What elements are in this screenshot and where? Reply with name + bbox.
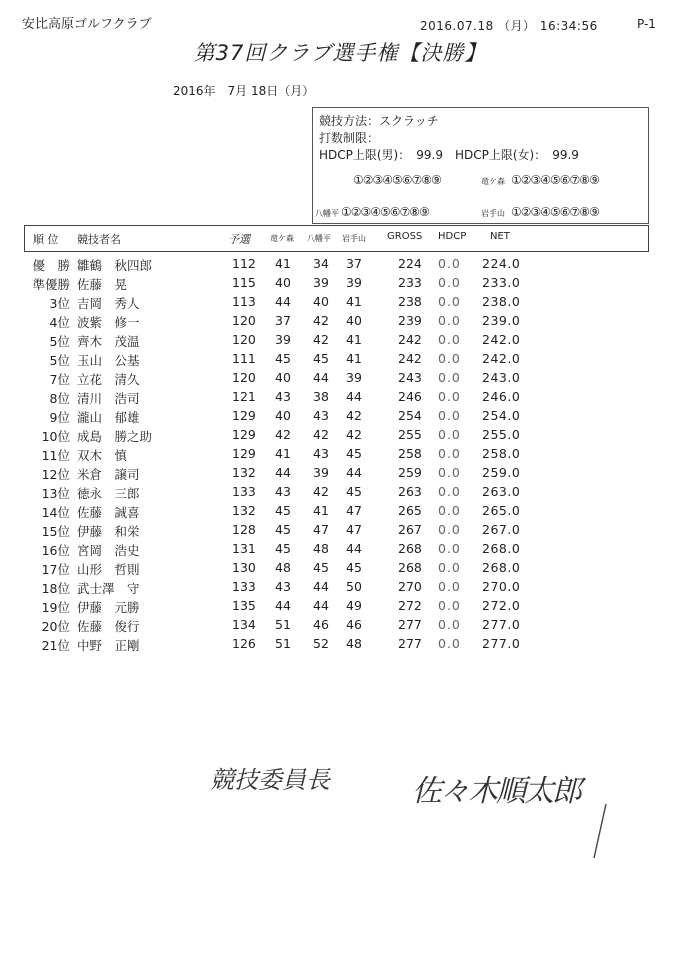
cell-name: 清川 浩司 (77, 391, 140, 406)
cell-gross: 258 (398, 446, 422, 461)
cell-hdcp: 0.0 (438, 351, 461, 366)
cell-c1: 39 (275, 332, 291, 347)
cell-c3: 39 (346, 275, 362, 290)
competition-method: 競技方法：スクラッチ (319, 114, 439, 128)
cell-gross: 259 (398, 465, 422, 480)
cell-q: 134 (232, 617, 256, 632)
table-row (0, 598, 680, 617)
cell-net: 268.0 (482, 541, 521, 556)
cell-c2: 42 (313, 313, 329, 328)
cell-c1: 40 (275, 275, 291, 290)
cell-rank: 13位 (41, 486, 70, 501)
cell-c2: 44 (313, 579, 329, 594)
cell-c2: 42 (313, 332, 329, 347)
cell-c1: 41 (275, 446, 291, 461)
cell-name: 吉岡 秀人 (77, 296, 140, 311)
cell-c2: 47 (313, 522, 329, 537)
cell-c3: 42 (346, 427, 362, 442)
cell-q: 132 (232, 503, 256, 518)
cell-gross: 239 (398, 313, 422, 328)
cell-name: 成島 勝之助 (77, 429, 153, 444)
signature-area (200, 752, 650, 862)
cell-c3: 44 (346, 389, 362, 404)
cell-hdcp: 0.0 (438, 332, 461, 347)
header-course1: 竜ケ森 (270, 234, 294, 243)
cell-name: 米倉 譲司 (77, 467, 140, 482)
cell-name: 玉山 公基 (77, 353, 140, 368)
cell-gross: 263 (398, 484, 422, 499)
course-b-holes: ①②③④⑤⑥⑦⑧⑨ (341, 205, 429, 219)
page-number: P-1 (637, 17, 656, 31)
cell-c2: 48 (313, 541, 329, 556)
cell-rank: 19位 (41, 600, 70, 615)
cell-gross: 243 (398, 370, 422, 385)
cell-c3: 41 (346, 332, 362, 347)
cell-c2: 42 (313, 427, 329, 442)
cell-c2: 40 (313, 294, 329, 309)
cell-c1: 40 (275, 408, 291, 423)
header-course2: 八幡平 (307, 234, 331, 243)
cell-c3: 47 (346, 522, 362, 537)
cell-q: 113 (232, 294, 256, 309)
table-row (0, 275, 680, 294)
cell-c2: 43 (313, 446, 329, 461)
table-row (0, 522, 680, 541)
signature-stroke (588, 802, 618, 862)
cell-name: 波紫 修一 (77, 315, 140, 330)
header-gross: GROSS (387, 231, 423, 242)
table-row (0, 446, 680, 465)
cell-hdcp: 0.0 (438, 313, 461, 328)
cell-c1: 42 (275, 427, 291, 442)
cell-name: 佐藤 晃 (77, 277, 128, 292)
cell-q: 120 (232, 313, 256, 328)
cell-hdcp: 0.0 (438, 370, 461, 385)
cell-rank: 9位 (49, 410, 70, 425)
cell-net: 265.0 (482, 503, 521, 518)
cell-name: 瀧山 郁雄 (77, 410, 140, 425)
cell-net: 243.0 (482, 370, 521, 385)
cell-name: 宮岡 浩史 (77, 543, 140, 558)
competition-info-box (312, 107, 649, 224)
cell-q: 112 (232, 256, 256, 271)
cell-name: 佐藤 俊行 (77, 619, 140, 634)
cell-c2: 42 (313, 484, 329, 499)
stroke-limit: 打数制限： (319, 131, 380, 145)
table-row (0, 503, 680, 522)
cell-q: 120 (232, 332, 256, 347)
cell-c2: 52 (313, 636, 329, 651)
cell-name: 徳永 三郎 (77, 486, 140, 501)
cell-c1: 43 (275, 389, 291, 404)
cell-name: 伊藤 元勝 (77, 600, 140, 615)
cell-rank: 11位 (41, 448, 70, 463)
course-c-holes: ①②③④⑤⑥⑦⑧⑨ (511, 205, 599, 219)
cell-name: 佐藤 誠喜 (77, 505, 140, 520)
cell-c1: 44 (275, 598, 291, 613)
cell-c2: 39 (313, 465, 329, 480)
cell-c1: 45 (275, 541, 291, 556)
cell-hdcp: 0.0 (438, 503, 461, 518)
cell-gross: 268 (398, 560, 422, 575)
table-row (0, 332, 680, 351)
cell-q: 130 (232, 560, 256, 575)
table-row (0, 427, 680, 446)
cell-net: 263.0 (482, 484, 521, 499)
cell-c3: 49 (346, 598, 362, 613)
cell-gross: 272 (398, 598, 422, 613)
cell-c1: 45 (275, 503, 291, 518)
handwritten-signature: 佐々木順太郎 (412, 774, 580, 809)
cell-c1: 51 (275, 617, 291, 632)
cell-net: 258.0 (482, 446, 521, 461)
cell-name: 山形 哲則 (77, 562, 140, 577)
cell-q: 121 (232, 389, 256, 404)
cell-net: 277.0 (482, 617, 521, 632)
cell-c2: 45 (313, 351, 329, 366)
cell-q: 129 (232, 408, 256, 423)
cell-hdcp: 0.0 (438, 484, 461, 499)
table-row (0, 313, 680, 332)
cell-hdcp: 0.0 (438, 541, 461, 556)
cell-rank: 5位 (49, 334, 70, 349)
cell-gross: 255 (398, 427, 422, 442)
cell-net: 238.0 (482, 294, 521, 309)
event-date: 2016年 7月 18日（月） (173, 84, 315, 98)
cell-c3: 47 (346, 503, 362, 518)
table-row (0, 370, 680, 389)
cell-c1: 40 (275, 370, 291, 385)
cell-gross: 268 (398, 541, 422, 556)
cell-c3: 41 (346, 294, 362, 309)
cell-hdcp: 0.0 (438, 275, 461, 290)
cell-q: 126 (232, 636, 256, 651)
cell-c3: 39 (346, 370, 362, 385)
cell-name: 双木 慎 (77, 448, 128, 463)
cell-hdcp: 0.0 (438, 598, 461, 613)
table-row (0, 484, 680, 503)
cell-c1: 41 (275, 256, 291, 271)
cell-net: 242.0 (482, 332, 521, 347)
cell-net: 255.0 (482, 427, 521, 442)
committee-chair-title: 競技委員長 (210, 766, 330, 794)
hdcp-limit: HDCP上限(男)： 99.9 HDCP上限(女)： 99.9 (319, 148, 579, 162)
course-c-label: 岩手山 (481, 209, 505, 218)
cell-net: 246.0 (482, 389, 521, 404)
cell-gross: 238 (398, 294, 422, 309)
cell-net: 254.0 (482, 408, 521, 423)
cell-rank: 16位 (41, 543, 70, 558)
table-row (0, 579, 680, 598)
cell-name: 雛鶴 秋四郎 (77, 258, 153, 273)
cell-c1: 37 (275, 313, 291, 328)
cell-gross: 267 (398, 522, 422, 537)
cell-rank: 8位 (49, 391, 70, 406)
cell-rank: 21位 (41, 638, 70, 653)
header-qualifying: 予選 (228, 233, 250, 246)
page-title: 第37回クラブ選手権【決勝】 (193, 41, 487, 65)
cell-rank: 優 勝 (32, 258, 70, 273)
cell-q: 128 (232, 522, 256, 537)
cell-c3: 50 (346, 579, 362, 594)
cell-q: 120 (232, 370, 256, 385)
table-header (24, 225, 649, 252)
table-row (0, 408, 680, 427)
cell-net: 259.0 (482, 465, 521, 480)
cell-gross: 277 (398, 617, 422, 632)
cell-c3: 40 (346, 313, 362, 328)
cell-net: 224.0 (482, 256, 521, 271)
table-row (0, 294, 680, 313)
cell-c1: 44 (275, 294, 291, 309)
cell-c2: 34 (313, 256, 329, 271)
cell-rank: 15位 (41, 524, 70, 539)
cell-c1: 48 (275, 560, 291, 575)
cell-rank: 4位 (49, 315, 70, 330)
cell-hdcp: 0.0 (438, 522, 461, 537)
cell-gross: 224 (398, 256, 422, 271)
print-datetime: 2016.07.18 （月） 16:34:56 (420, 19, 598, 33)
header-rank: 順 位 (33, 233, 59, 246)
cell-c2: 44 (313, 598, 329, 613)
cell-gross: 270 (398, 579, 422, 594)
cell-hdcp: 0.0 (438, 446, 461, 461)
cell-rank: 5位 (49, 353, 70, 368)
cell-hdcp: 0.0 (438, 408, 461, 423)
course-a-holes-right: ①②③④⑤⑥⑦⑧⑨ (511, 173, 599, 187)
cell-rank: 12位 (41, 467, 70, 482)
header-course3: 岩手山 (342, 234, 366, 243)
cell-name: 中野 正剛 (77, 638, 140, 653)
cell-rank: 3位 (49, 296, 70, 311)
cell-hdcp: 0.0 (438, 256, 461, 271)
table-row (0, 636, 680, 655)
cell-c3: 41 (346, 351, 362, 366)
cell-c1: 44 (275, 465, 291, 480)
cell-c2: 44 (313, 370, 329, 385)
table-row (0, 351, 680, 370)
table-row (0, 541, 680, 560)
cell-q: 131 (232, 541, 256, 556)
cell-q: 115 (232, 275, 256, 290)
header-hdcp: HDCP (438, 231, 467, 242)
cell-rank: 18位 (41, 581, 70, 596)
cell-net: 272.0 (482, 598, 521, 613)
cell-hdcp: 0.0 (438, 294, 461, 309)
cell-gross: 242 (398, 351, 422, 366)
cell-rank: 14位 (41, 505, 70, 520)
course-a-holes-left: ①②③④⑤⑥⑦⑧⑨ (353, 173, 441, 187)
cell-c1: 45 (275, 351, 291, 366)
cell-c3: 45 (346, 484, 362, 499)
table-row (0, 465, 680, 484)
cell-rank: 7位 (49, 372, 70, 387)
cell-c2: 38 (313, 389, 329, 404)
cell-q: 132 (232, 465, 256, 480)
cell-q: 129 (232, 446, 256, 461)
club-name: 安比高原ゴルフクラブ (22, 17, 152, 32)
cell-c2: 43 (313, 408, 329, 423)
cell-hdcp: 0.0 (438, 579, 461, 594)
course-b-label: 八幡平 (315, 209, 339, 218)
cell-rank: 準優勝 (32, 277, 70, 292)
cell-q: 111 (232, 351, 256, 366)
cell-c3: 44 (346, 541, 362, 556)
cell-gross: 233 (398, 275, 422, 290)
cell-gross: 277 (398, 636, 422, 651)
cell-c1: 43 (275, 484, 291, 499)
cell-c3: 48 (346, 636, 362, 651)
cell-name: 伊藤 和栄 (77, 524, 140, 539)
cell-net: 233.0 (482, 275, 521, 290)
cell-net: 277.0 (482, 636, 521, 651)
cell-c2: 45 (313, 560, 329, 575)
cell-c3: 44 (346, 465, 362, 480)
cell-name: 武士澤 守 (77, 581, 140, 596)
cell-c1: 43 (275, 579, 291, 594)
cell-hdcp: 0.0 (438, 636, 461, 651)
cell-q: 133 (232, 579, 256, 594)
cell-rank: 17位 (41, 562, 70, 577)
table-row (0, 560, 680, 579)
cell-hdcp: 0.0 (438, 389, 461, 404)
course-a-label: 竜ケ森 (481, 177, 505, 186)
cell-c3: 45 (346, 560, 362, 575)
cell-c2: 46 (313, 617, 329, 632)
cell-net: 268.0 (482, 560, 521, 575)
cell-net: 242.0 (482, 351, 521, 366)
header-net: NET (490, 231, 510, 242)
table-row (0, 389, 680, 408)
cell-net: 270.0 (482, 579, 521, 594)
cell-hdcp: 0.0 (438, 560, 461, 575)
cell-c3: 37 (346, 256, 362, 271)
cell-rank: 20位 (41, 619, 70, 634)
cell-q: 135 (232, 598, 256, 613)
cell-c2: 41 (313, 503, 329, 518)
cell-q: 133 (232, 484, 256, 499)
cell-c1: 51 (275, 636, 291, 651)
cell-hdcp: 0.0 (438, 617, 461, 632)
table-row (0, 617, 680, 636)
cell-net: 267.0 (482, 522, 521, 537)
cell-net: 239.0 (482, 313, 521, 328)
cell-c1: 45 (275, 522, 291, 537)
cell-c3: 46 (346, 617, 362, 632)
cell-c2: 39 (313, 275, 329, 290)
cell-gross: 246 (398, 389, 422, 404)
cell-c3: 45 (346, 446, 362, 461)
cell-gross: 242 (398, 332, 422, 347)
cell-q: 129 (232, 427, 256, 442)
cell-rank: 10位 (41, 429, 70, 444)
cell-c3: 42 (346, 408, 362, 423)
cell-gross: 254 (398, 408, 422, 423)
cell-name: 齊木 茂温 (77, 334, 140, 349)
header-player: 競技者名 (77, 233, 121, 246)
table-row (0, 256, 680, 275)
cell-gross: 265 (398, 503, 422, 518)
cell-hdcp: 0.0 (438, 427, 461, 442)
cell-name: 立花 清久 (77, 372, 140, 387)
cell-hdcp: 0.0 (438, 465, 461, 480)
